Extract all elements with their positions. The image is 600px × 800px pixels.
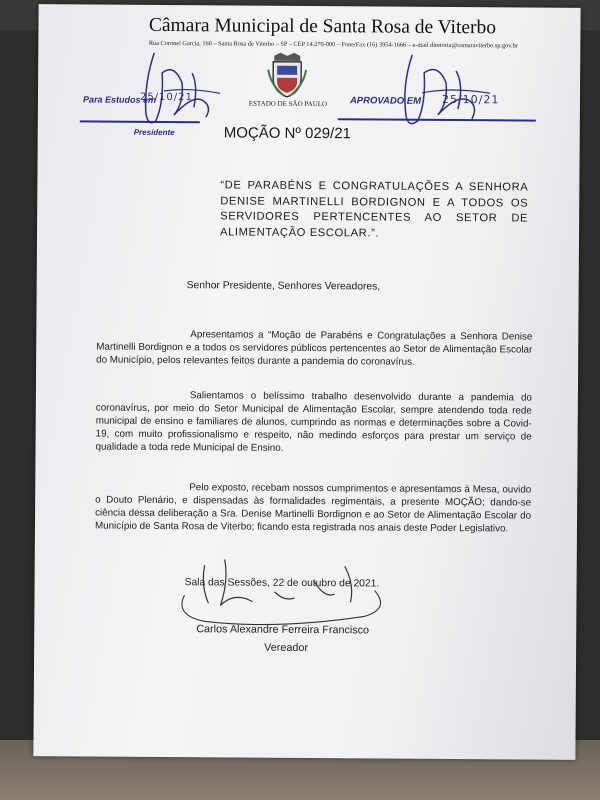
document-sheet <box>33 4 580 760</box>
council-name-heading: Câmara Municipal de Santa Rosa de Viterbo <box>148 14 497 39</box>
greeting-line: Senhor Presidente, Senhores Vereadores, <box>186 280 381 293</box>
motion-subject-quote: “DE PARABÉNS E CONGRATULAÇÕES A SENHORA DENISE MARTINELLI BORDIGNON E A TODOS OS SERVIDORES PERTENCENTES AO SETOR DE ALIMENTAÇÃO ESCOLAR.”. <box>220 179 529 239</box>
para-estudos-date: 25/10/21 <box>139 91 193 104</box>
presidente-stamp: Presidente <box>133 127 175 138</box>
municipal-coat-of-arms-icon <box>266 52 308 98</box>
president-signature-right <box>394 43 495 134</box>
state-label: ESTADO DE SÃO PAULO <box>248 99 328 109</box>
body-paragraph: Apresentamos a “Moção de Parabéns e Congratulações a Senhora Denise Martinelli Bordignon e a todos os servidores públicos pertencentes ao Setor de Alimentação Escolar do Município, pelos relevantes feitos durante a pandemia do coronavírus. <box>96 329 533 368</box>
para-estudos-stamp: Para Estudos em <box>82 94 157 105</box>
aprovado-stamp: APROVADO EM <box>349 95 422 107</box>
body-paragraph: Salientamos o belíssimo trabalho desenvolvido durante a pandemia do coronavírus, por meio do Setor Municipal de Alimentação Escolar, sempre atendendo toda rede municipal de ensino e familiares de alunos, cumprindo as normas e determinações sobre a Covid-19, com muito profissionalismo e respeito, não medindo esforços para prestar um serviço de qualidade a toda rede Municipal de Ensino. <box>95 390 532 454</box>
signer-role: Vereador <box>264 641 309 655</box>
signer-name: Carlos Alexandre Ferreira Francisco <box>196 623 370 637</box>
council-address-line: Rua Coronel Garcia, 160 – Santa Rosa de Viterbo – SP – CEP 14.270-000 – Fone/Fax (16) 3954-1666 – e-mail diretoria@camaraviterbo.sp.gov.br <box>148 39 518 50</box>
motion-number-title: MOÇÃO Nº 029/21 <box>223 124 351 143</box>
president-signature-left <box>134 43 225 134</box>
aprovado-date: 25/10/21 <box>441 92 500 107</box>
body-paragraph: Pelo exposto, recebam nossos cumprimentos e apresentamos à Mesa, ouvido o Douto Plenário, e dispensadas às formalidades regimentais, a presente MOÇÃO; dando-se ciência dessa deliberação a Sra. Denise Martinelli Bordignon e ao Setor de Alimentação Escolar do Município de Santa Rosa de Viterbo; ficando esta registrada nos anais deste Poder Legislativo. <box>94 482 532 535</box>
session-date-line: Sala das Sessões, 22 de outubro de 2021. <box>184 577 380 590</box>
